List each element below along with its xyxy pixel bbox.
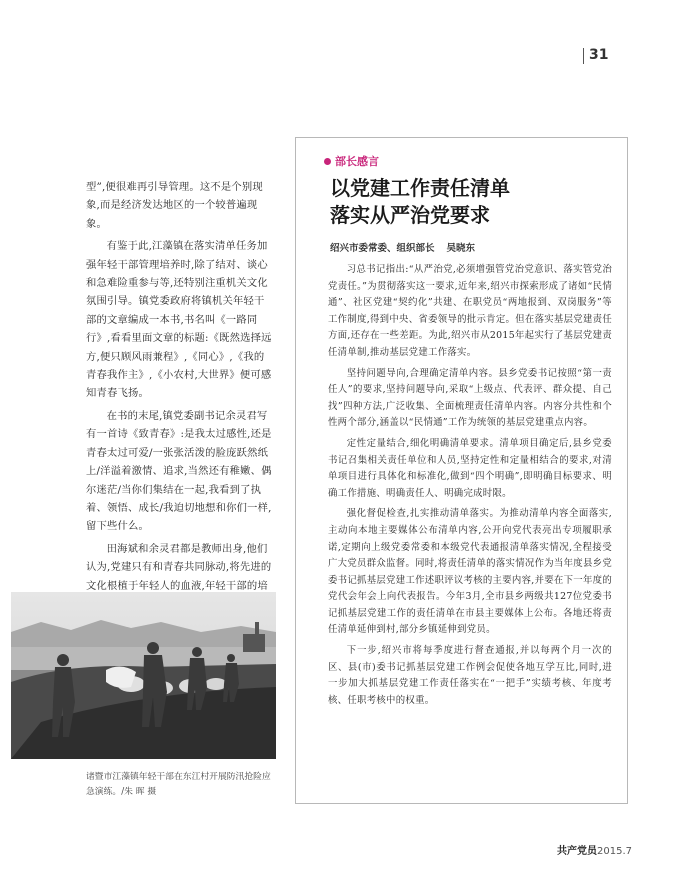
flood-drill-photo — [11, 592, 276, 759]
article-paragraph: 下一步,绍兴市将每季度进行督查通报,并以每两个月一次的区、县(市)委书记抓基层党建工作例会促使各地互学互比,同时,进一步加大抓基层党建工作责任落实在“一把手”实绩考核、年度考核、任职考核中的权重。 — [328, 645, 612, 706]
article-title — [330, 175, 510, 229]
byline-org: 绍兴市委常委、组织部长 — [330, 243, 435, 254]
column-tag-label: 部长感言 — [335, 155, 379, 168]
page-number-divider — [583, 48, 584, 64]
article-paragraph: 坚持问题导向,合理确定清单内容。县乡党委书记按照“第一责任人”的要求,坚持问题导向,采取“上级点、代表评、群众提、自己找”四种方法,广泛收集、全面梳理责任清单内容。内容分共性和个性两个部分,涵盖以“民情通”工作为统领的基层党建重点内容。 — [328, 367, 612, 429]
bullet-dot-icon — [324, 158, 331, 165]
left-column — [86, 178, 274, 617]
left-paragraph: 田海斌和余灵君都是教师出身,他们认为,党建只有和青春共同脉动,将先进的文化根植于年轻人的血液,年轻干部的培 — [86, 542, 272, 592]
article-paragraph: 强化督促检查,扎实推动清单落实。为推动清单内容全面落实,主动向本地主要媒体公布清单内容,公开向党代表亮出专项履职承诺,定期向上级党委常委和本级党代表通报清单落实情况,全程接受广大党员群众监督。同时,将责任清单的落实情况作为当年度县乡党委书记抓基层党建工作述职评议考核的主要内容,并要在下一年度的党代会年会上向代表报告。今年3月,全市县乡两级共127位党委书记抓基层党建工作的责任清单在市县主要媒体上公布。各地还将责任清单延伸到村,部分乡镇延伸到党员。 — [328, 508, 612, 636]
article-title-line: 以党建工作责任清单 — [330, 176, 510, 200]
article-body — [328, 262, 612, 713]
left-paragraph: 在书的末尾,镇党委副书记余灵君写有一首诗《致青春》:是我太过感性,还是青春太过可爱/一张张活泼的脸庞跃然纸上/洋溢着激情、追求,当然还有稚嫩、偶尔迷茫/当你们集结在一起,我看到了执着、领悟、成长/我迫切地想和你们一样,留下些什么。 — [86, 409, 272, 533]
magazine-brand: 共产党员 — [557, 846, 597, 857]
magazine-issue: 2015.7 — [597, 846, 632, 857]
photo-caption: 诸暨市江藻镇年轻干部在东江村开展防汛抢险应急演练。/朱 晖 摄 — [86, 772, 271, 797]
page-number: 31 — [589, 47, 609, 63]
column-tag — [324, 153, 379, 169]
article-title-line: 落实从严治党要求 — [330, 203, 490, 227]
article-paragraph: 习总书记指出:“从严治党,必须增强管党治党意识、落实管党治党责任。”为贯彻落实这一要求,近年来,绍兴市探索形成了诸如“民情通”、社区党建“契约化”共建、在职党员“两地报到、双岗服务”等工作制度,得到中央、省委领导的批示肯定。但在落实基层党建责任方面,还存在一些差距。为此,绍兴市从2015年起实行了基层党建责任清单制,推动基层党建工作落实。 — [328, 264, 612, 358]
photo-illustration — [11, 592, 276, 759]
byline-author: 吴晓东 — [446, 243, 476, 254]
article-byline — [330, 240, 475, 254]
article-paragraph: 定性定量结合,细化明确清单要求。清单项目确定后,县乡党委书记召集相关责任单位和人员,坚持定性和定量相结合的要求,对清单项目进行具体化和标准化,做到“四个明确”,即明确目标要求、明确工作措施、明确责任人、明确完成时限。 — [328, 437, 612, 499]
magazine-footer — [557, 842, 632, 857]
left-paragraph: 型”,便很难再引导管理。这不是个别现象,而是经济发达地区的一个较普遍现象。 — [86, 181, 263, 230]
left-paragraph: 有鉴于此,江藻镇在落实清单任务加强年轻干部管理培养时,除了结对、谈心和急难险重参与等,还特别注重机关文化氛围引导。镇党委政府将镇机关年轻干部的文章编成一本书,书名叫《一路同行》,看看里面文章的标题:《既然选择远方,便只顾风雨兼程》,《同心》,《我的青春我作主》,《小农村,大世界》便可感知青春飞扬。 — [86, 240, 272, 400]
